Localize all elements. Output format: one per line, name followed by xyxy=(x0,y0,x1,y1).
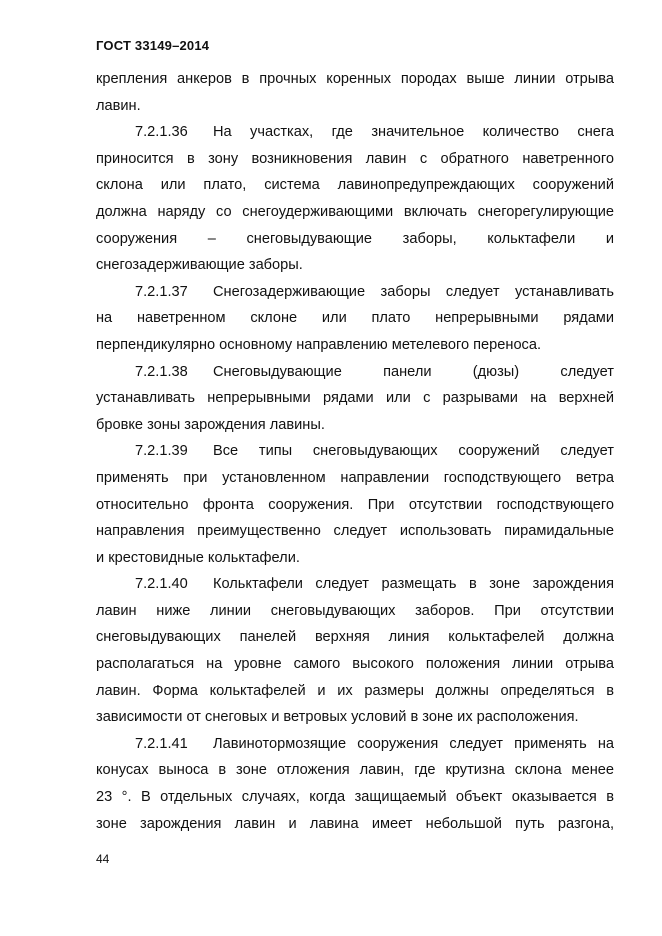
document-header: ГОСТ 33149–2014 xyxy=(96,38,210,53)
paragraph-lead-text: Все типы снеговыдувающих сооружений следует xyxy=(213,443,614,460)
paragraph-number: 7.2.1.40 xyxy=(135,576,188,593)
paragraph-number: 7.2.1.36 xyxy=(135,124,188,141)
paragraph-first-line xyxy=(96,571,614,598)
text-line: лавин. xyxy=(96,97,141,114)
text-line: снеговыдувающих панелей верхняя линия кольктафелей должна xyxy=(96,629,614,646)
paragraph-7-2-1-38 xyxy=(96,359,614,439)
paragraph-number: 7.2.1.41 xyxy=(135,735,188,752)
paragraph-number: 7.2.1.37 xyxy=(135,283,188,300)
paragraph-first-line xyxy=(96,731,614,758)
document-body xyxy=(96,66,614,837)
text-line: 23 °. В отдельных случаях, когда защищаемый объект оказывается в xyxy=(96,789,614,806)
text-line: на наветренном склоне или плато непрерывными рядами xyxy=(96,310,614,327)
paragraph-lead-text: Лавинотормозящие сооружения следует применять на xyxy=(213,735,614,752)
paragraph-first-line xyxy=(96,279,614,306)
paragraph-number: 7.2.1.38 xyxy=(135,363,188,380)
text-line: направления преимущественно следует использовать пирамидальные xyxy=(96,523,614,540)
text-line: снегозадерживающие заборы. xyxy=(96,257,303,274)
paragraph-first-line xyxy=(96,438,614,465)
paragraph-7-2-1-39 xyxy=(96,438,614,571)
text-line: и крестовидные кольктафели. xyxy=(96,549,300,566)
text-line: склона или плато, система лавинопредупреждающих сооружений xyxy=(96,177,614,194)
text-line: устанавливать непрерывными рядами или с разрывами на верхней xyxy=(96,390,614,407)
paragraph-first-line xyxy=(96,119,614,146)
page-number: 44 xyxy=(96,852,110,866)
paragraph-7-2-1-40 xyxy=(96,571,614,731)
paragraph-7-2-1-41 xyxy=(96,731,614,837)
text-line: зоне зарождения лавин и лавина имеет небольшой путь разгона, xyxy=(96,815,614,832)
text-line: применять при установленном направлении господствующего ветра xyxy=(96,469,614,486)
paragraph-7-2-1-36 xyxy=(96,119,614,279)
text-line: зависимости от снеговых и ветровых условий в зоне их расположения. xyxy=(96,709,579,726)
text-line: приносится в зону возникновения лавин с обратного наветренного xyxy=(96,150,614,167)
text-line: должна наряду со снегоудерживающими включать снегорегулирующие xyxy=(96,203,614,220)
text-line: бровке зоны зарождения лавины. xyxy=(96,416,325,433)
text-line: располагаться на уровне самого высокого положения линии отрыва xyxy=(96,656,614,673)
text-line: лавин ниже линии снеговыдувающих заборов. При отсутствии xyxy=(96,602,614,619)
paragraph-lead-text: Снеговыдувающие панели (дюзы) следует xyxy=(213,363,614,380)
text-line: сооружения – снеговыдувающие заборы, кольктафели и xyxy=(96,230,614,247)
text-line: перпендикулярно основному направлению метелевого переноса. xyxy=(96,336,542,353)
text-line: конусах выноса в зоне отложения лавин, где крутизна склона менее xyxy=(96,762,614,779)
paragraph-lead-text: На участках, где значительное количество снега xyxy=(213,124,614,141)
text-line: лавин. Форма кольктафелей и их размеры должны определяться в xyxy=(96,682,614,699)
text-line: относительно фронта сооружения. При отсутствии господствующего xyxy=(96,496,614,513)
paragraph-lead-text: Кольктафели следует размещать в зоне зарождения xyxy=(213,576,614,593)
paragraph-first-line xyxy=(96,359,614,386)
text-line: крепления анкеров в прочных коренных породах выше линии отрыва xyxy=(96,71,614,87)
paragraph-lead-text: Снегозадерживающие заборы следует устанавливать xyxy=(213,283,614,300)
paragraph-7-2-1-37 xyxy=(96,279,614,359)
paragraph-number: 7.2.1.39 xyxy=(135,443,188,460)
